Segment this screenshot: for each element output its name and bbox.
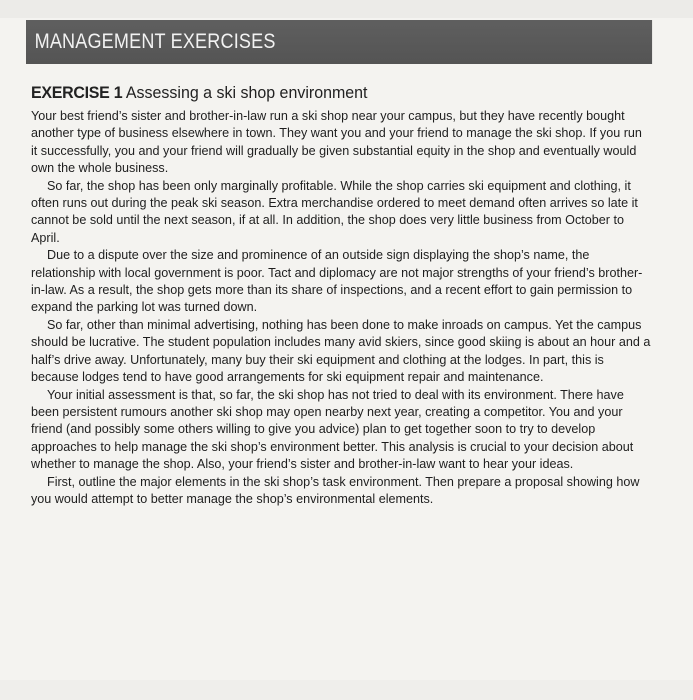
- exercise-content: [31, 82, 651, 508]
- bottom-edge: [0, 680, 693, 700]
- paragraph-6: First, outline the major elements in the ski shop’s task environment. Then prepare a proposal showing how you would attempt to better manage the shop’s environmental elements.: [31, 474, 640, 506]
- paragraph-1: Your best friend’s sister and brother-in-law run a ski shop near your campus, but they have recently bought another type of business elsewhere in town. They want you and your friend to manage the ski shop. If you run it successfully, you and your friend will gradually be given substantial equity in the shop and eventually would own the whole business.: [31, 109, 642, 176]
- exercise-heading: [31, 82, 614, 104]
- paragraph-5: Your initial assessment is that, so far, the ski shop has not tried to deal with its environment. There have been persistent rumours another ski shop may open nearby next year, creating a competitor. You and your friend (and possibly some others willing to give you advice) plan to get together soon to try to develop approaches to help manage the ski shop’s environment better. This analysis is crucial to your decision about whether to manage the shop. Also, your friend’s sister and brother-in-law want to hear your ideas.: [31, 387, 634, 472]
- exercise-label: EXERCISE 1: [31, 83, 123, 102]
- top-edge: [0, 0, 693, 18]
- paragraph-3: Due to a dispute over the size and prominence of an outside sign displaying the shop’s name, the relationship with local government is poor. Tact and diplomacy are not major strengths of your friend’s brother-in-law. As a result, the shop gets more than its share of inspections, and a recent effort to gain permission to expand the parking lot was turned down.: [31, 248, 643, 315]
- paragraph-4: So far, other than minimal advertising, nothing has been done to make inroads on campus. Yet the campus should be lucrative. The student population includes many avid skiers, since good skiing is about an hour and a half’s drive away. Unfortunately, many buy their ski equipment and clothing at the lodges. In part, this is because lodges tend to have good arrangements for ski equipment repair and maintenance.: [31, 317, 651, 385]
- exercise-name: Assessing a ski shop environment: [125, 83, 368, 102]
- section-banner: MANAGEMENT EXERCISES: [26, 20, 652, 64]
- paragraph-2: So far, the shop has been only marginally profitable. While the shop carries ski equipment and clothing, it often runs out during the peak ski season. Extra merchandise ordered to meet demand often arrives so late it cannot be sold until the next season, if at all. In addition, the shop does very little business from October to April.: [31, 178, 638, 245]
